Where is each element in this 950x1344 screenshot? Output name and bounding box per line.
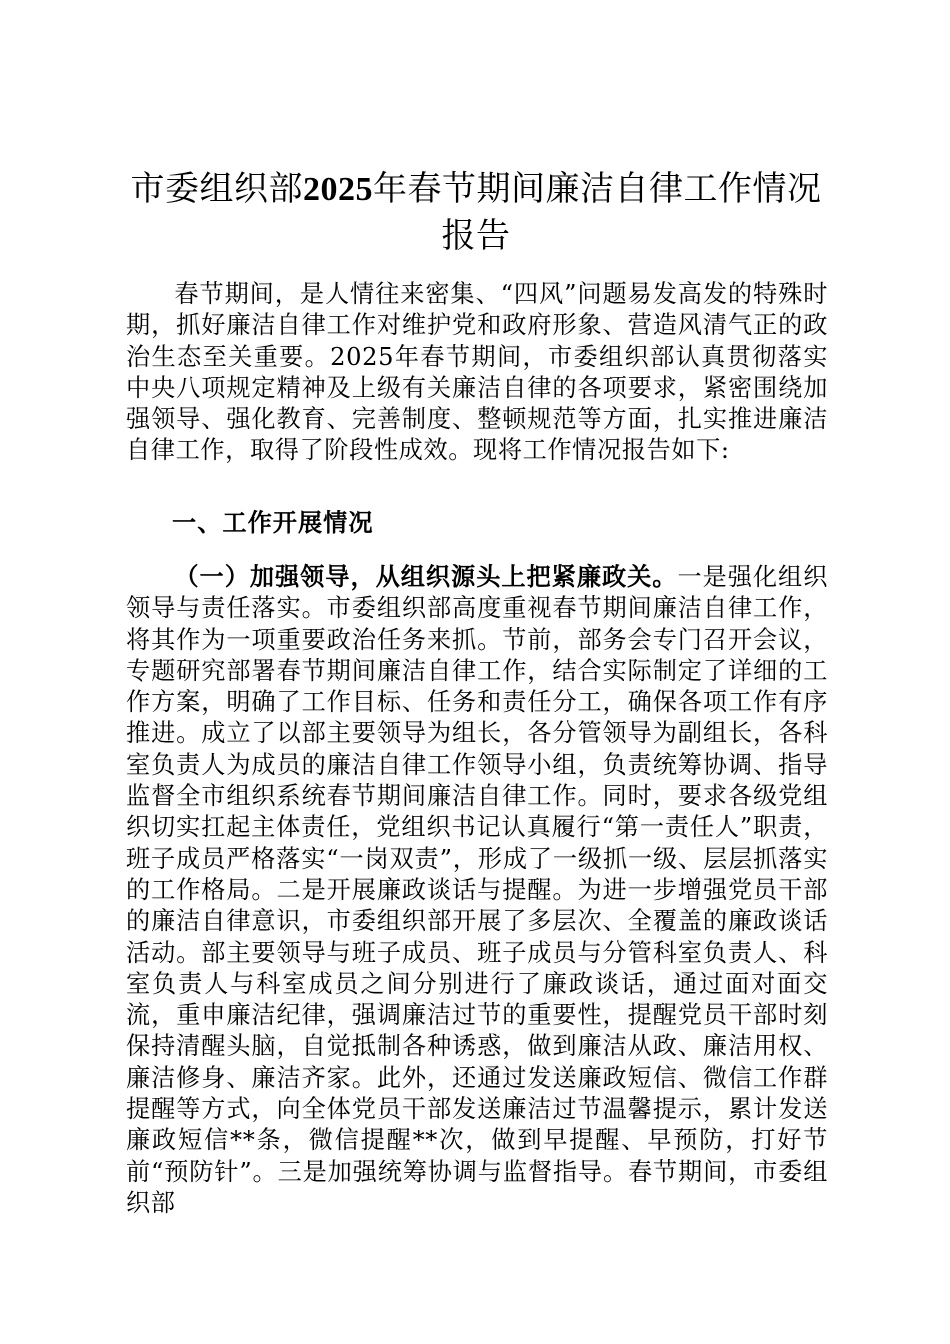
subsection-body: 一是强化组织领导与责任落实。市委组织部高度重视春节期间廉洁自律工作，将其作为一项重要政治任务来抓。节前，部务会专门召开会议，专题研究部署春节期间廉洁自律工作，结合实际制定了详细的工作方案，明确了工作目标、任务和责任分工，确保各项工作有序推进。成立了以部主要领导为组长，各分管领导为副组长，各科室负责人为成员的廉洁自律工作领导小组，负责统筹协调、指导监督全市组织系统春节期间廉洁自律工作。同时，要求各级党组织切实扛起主体责任，党组织书记认真履行“第一责任人”职责，班子成员严格落实“一岗双责”，形成了一级抓一级、层层抓落实的工作格局。二是开展廉政谈话与提醒。为进一步增强党员干部的廉洁自律意识，市委组织部开展了多层次、全覆盖的廉政谈话活动。部主要领导与班子成员、班子成员与分管科室负责人、科室负责人与科室成员之间分别进行了廉政谈话，通过面对面交流，重申廉洁纪律，强调廉洁过节的重要性，提醒党员干部时刻保持清醒头脑，自觉抵制各种诱惑，做到廉洁从政、廉洁用权、廉洁修身、廉洁齐家。此外，还通过发送廉政短信、微信工作群提醒等方式，向全体党员干部发送廉洁过节温馨提示，累计发送廉政短信**条，微信提醒**次，做到早提醒、早预防，打好节前“预防针”。三是加强统筹协调与监督指导。春节期间，市委组织部 [126, 563, 828, 1217]
title-suffix: 年春节期间廉洁自律工作情况报告 [373, 169, 822, 256]
intro-paragraph: 春节期间，是人情往来密集、“四风”问题易发高发的特殊时期，抓好廉洁自律工作对维护党和政府形象、营造风清气正的政治生态至关重要。2025年春节期间，市委组织部认真贯彻落实中央八项规定精神及上级有关廉洁自律的各项要求，紧密围绕加强领导、强化教育、完善制度、整顿规范等方面，扎实推进廉洁自律工作，取得了阶段性成效。现将工作情况报告如下: [126, 280, 828, 465]
title-year: 2025 [303, 171, 373, 208]
section-heading: 一、工作开展情况 [172, 508, 374, 537]
document-title [120, 166, 832, 259]
subsection-paragraph [126, 561, 828, 1219]
title-prefix: 市委组织部 [130, 169, 303, 209]
subsection-lead: （一）加强领导，从组织源头上把紧廉政关。 [174, 562, 678, 591]
